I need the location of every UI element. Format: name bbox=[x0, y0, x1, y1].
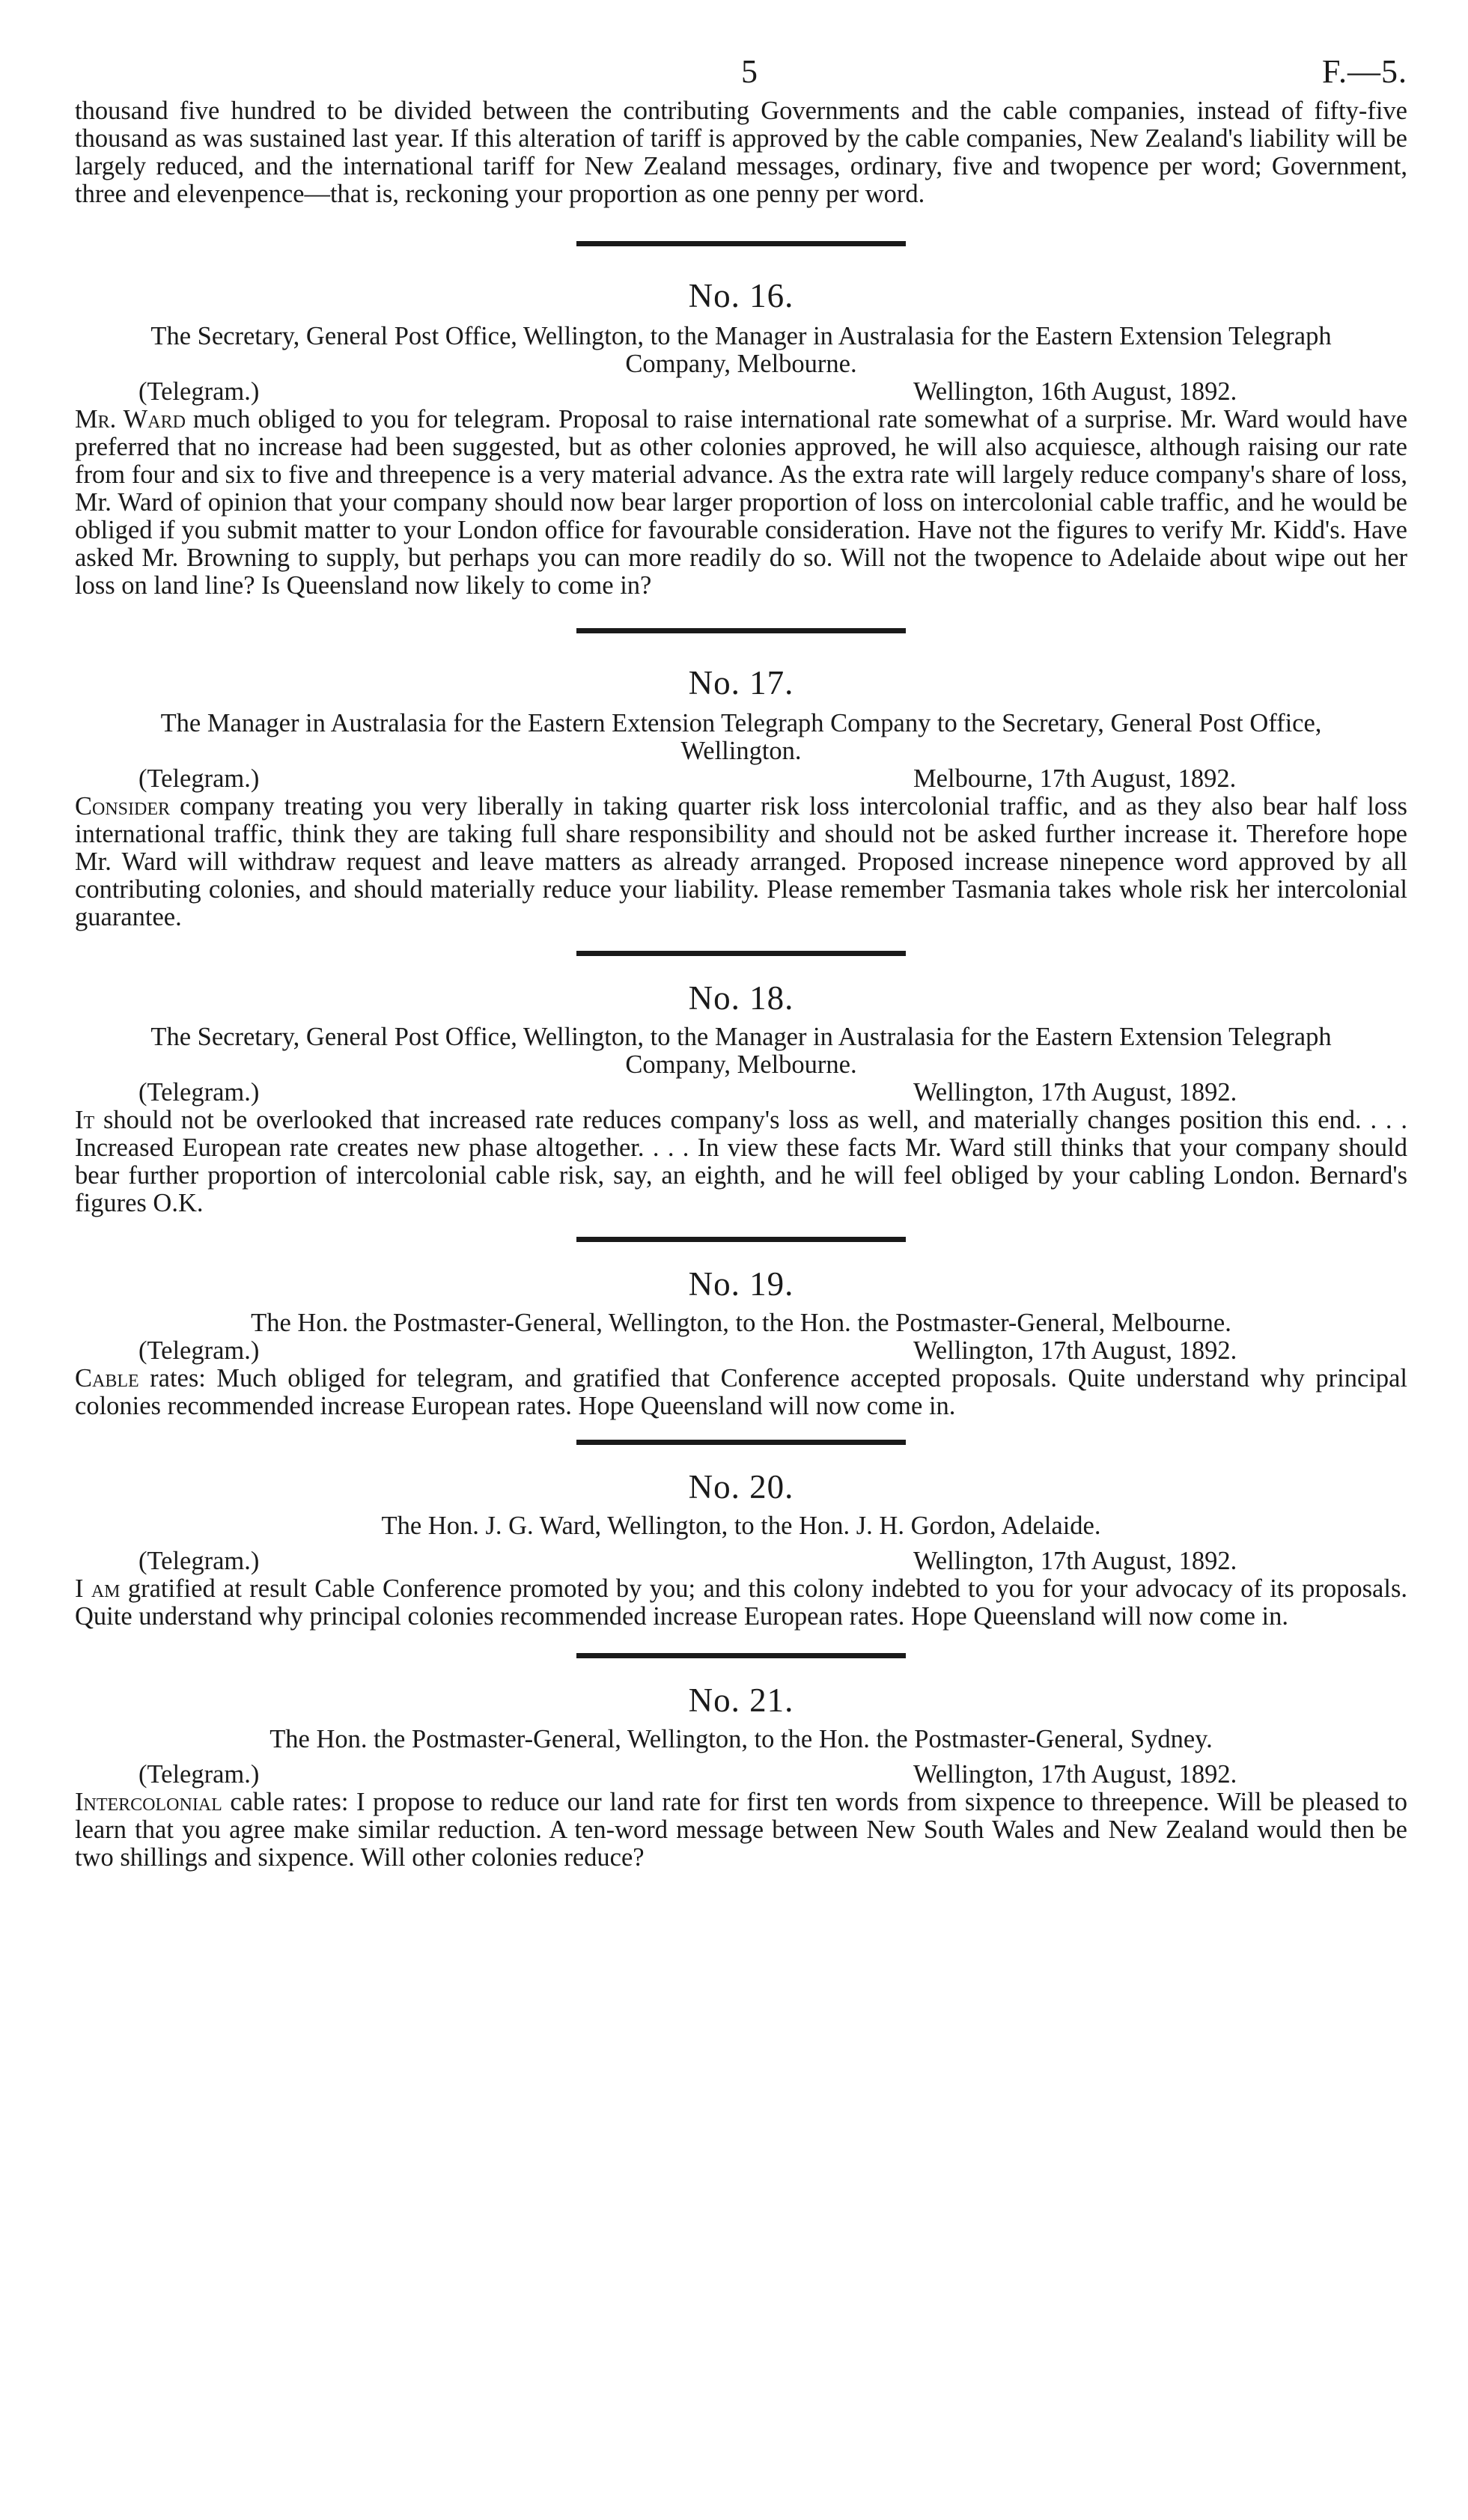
section-title: No. 20. bbox=[688, 1468, 794, 1506]
body-text: cable rates: I propose to reduce our land rate for first ten words from sixpence to threepence. Will be pleased to learn that you agree make similar reduction. A ten-word message between New South Wales and New Zealand would then be two shillings and sixpence. Will other colonies reduce? bbox=[75, 1788, 1407, 1872]
section-address: The Manager in Australasia for the Eastern Extension Telegraph Company to the Secretary, General Post Office, Wellington. bbox=[160, 709, 1322, 765]
section-no-19 bbox=[75, 1237, 1407, 1420]
section-title: No. 19. bbox=[688, 1265, 794, 1303]
section-title: No. 17. bbox=[688, 664, 794, 701]
section-no-16 bbox=[75, 241, 1407, 600]
document-page bbox=[75, 45, 1407, 1872]
telegram-line bbox=[75, 378, 1407, 406]
telegram-label: (Telegram.) bbox=[138, 1547, 260, 1575]
intro-paragraph: thousand five hundred to be divided between the contributing Governments and the cable companies, instead of fifty-five thousand as was sustained last year. If this alteration of tariff is approved by the cable companies, New Zealand's liability will be largely reduced, and the international tariff for New Zealand messages, ordinary, five and twopence per word; Government, three and elevenpence—that is, reckoning your proportion as one penny per word. bbox=[75, 97, 1407, 208]
section-rule bbox=[576, 241, 906, 246]
telegram-label: (Telegram.) bbox=[138, 1336, 260, 1365]
body-text: rates: Much obliged for telegram, and gratified that Conference accepted proposals. Quite understand why principal colonies recommended increase European rates. Hope Queensland will now come in. bbox=[75, 1364, 1407, 1420]
section-no-21 bbox=[75, 1653, 1407, 1872]
section-title: No. 16. bbox=[688, 277, 794, 314]
dateline: Wellington, 17th August, 1892. bbox=[913, 1760, 1237, 1789]
section-body bbox=[75, 793, 1407, 931]
lead-words: I am bbox=[75, 1574, 121, 1603]
body-text: gratified at result Cable Conference promoted by you; and this colony indebted to you for your advocacy of its proposals. Quite understand why principal colonies recommended increase European rates. Hope Queensland will now come in. bbox=[75, 1574, 1407, 1631]
section-body bbox=[75, 1789, 1407, 1872]
body-text: much obliged to you for telegram. Proposal to raise international rate somewhat of a surprise. Mr. Ward would have preferred that no increase had been suggested, but as other colonies approved, he will also acquiesce, although raising our rate from four and six to five and threepence is a very material advance. As the extra rate will largely reduce company's share of loss, Mr. Ward of opinion that your company should now bear larger proportion of loss on intercolonial cable traffic, and he would be obliged if you submit matter to your London office for favourable consideration. Have not the figures to verify Mr. Kidd's. Have asked Mr. Browning to supply, but perhaps you can more readily do so. Will not the twopence to Adelaide about wipe out her loss on land line? Is Queensland now likely to come in? bbox=[75, 405, 1408, 600]
telegram-line bbox=[75, 1547, 1407, 1575]
body-text: should not be overlooked that increased rate reduces company's loss as well, and materially changes position this end. . . . Increased European rate creates new phase altogether. . . . In view these facts Mr. Ward still thinks that your company should bear further proportion of intercolonial cable risk, say, an eighth, and he will feel obliged by your cabling London. Bernard's figures O.K. bbox=[75, 1106, 1407, 1217]
body-text: company treating you very liberally in taking quarter risk loss intercolonial traffic, and as they also bear half loss international traffic, think they are taking full share responsibility and should not be asked further increase it. Therefore hope Mr. Ward will withdraw request and leave matters as already arranged. Proposed increase ninepence word approved by all contributing colonies, and should materially reduce your liability. Please remember Tasmania takes whole risk her intercolonial guarantee. bbox=[75, 792, 1407, 931]
section-address: The Hon. the Postmaster-General, Wellington, to the Hon. the Postmaster-General, Sydney. bbox=[269, 1725, 1213, 1753]
telegram-label: (Telegram.) bbox=[138, 1078, 260, 1107]
section-address: The Secretary, General Post Office, Wellington, to the Manager in Australasia for the Eastern Extension Telegraph Company, Melbourne. bbox=[150, 322, 1332, 378]
telegram-line bbox=[75, 1337, 1407, 1365]
section-address: The Hon. J. G. Ward, Wellington, to the Hon. J. H. Gordon, Adelaide. bbox=[381, 1512, 1101, 1540]
section-title: No. 21. bbox=[688, 1681, 794, 1719]
section-title: No. 18. bbox=[688, 979, 794, 1017]
dateline: Wellington, 16th August, 1892. bbox=[913, 377, 1237, 406]
document-reference: F.—5. bbox=[1322, 53, 1407, 90]
section-rule bbox=[576, 1653, 906, 1658]
section-body bbox=[75, 1575, 1407, 1631]
lead-words: Cable bbox=[75, 1364, 139, 1393]
page-number: 5 bbox=[741, 53, 758, 90]
telegram-line bbox=[75, 1079, 1407, 1107]
section-rule bbox=[576, 951, 906, 956]
dateline: Wellington, 17th August, 1892. bbox=[913, 1078, 1237, 1107]
dateline: Wellington, 17th August, 1892. bbox=[913, 1547, 1237, 1575]
section-no-17 bbox=[75, 628, 1407, 931]
section-address: The Secretary, General Post Office, Wellington, to the Manager in Australasia for the Eastern Extension Telegraph Company, Melbourne. bbox=[150, 1023, 1332, 1079]
section-rule bbox=[576, 628, 906, 633]
telegram-line bbox=[75, 1761, 1407, 1789]
section-body bbox=[75, 1365, 1407, 1420]
section-rule bbox=[576, 1237, 906, 1242]
dateline: Wellington, 17th August, 1892. bbox=[913, 1336, 1237, 1365]
telegram-label: (Telegram.) bbox=[138, 377, 260, 406]
section-no-18 bbox=[75, 951, 1407, 1217]
telegram-label: (Telegram.) bbox=[138, 1760, 260, 1789]
telegram-label: (Telegram.) bbox=[138, 764, 260, 793]
section-address: The Hon. the Postmaster-General, Wellington, to the Hon. the Postmaster-General, Melbourne. bbox=[251, 1309, 1231, 1337]
telegram-line bbox=[75, 765, 1407, 793]
lead-words: Intercolonial bbox=[75, 1788, 222, 1816]
section-body bbox=[75, 406, 1407, 600]
section-body bbox=[75, 1107, 1407, 1217]
dateline: Melbourne, 17th August, 1892. bbox=[913, 764, 1237, 793]
section-rule bbox=[576, 1440, 906, 1445]
lead-words: Consider bbox=[75, 792, 171, 821]
page-header bbox=[75, 45, 1407, 97]
section-no-20 bbox=[75, 1440, 1407, 1631]
lead-words: It bbox=[75, 1106, 95, 1134]
lead-words: Mr. Ward bbox=[75, 405, 186, 433]
